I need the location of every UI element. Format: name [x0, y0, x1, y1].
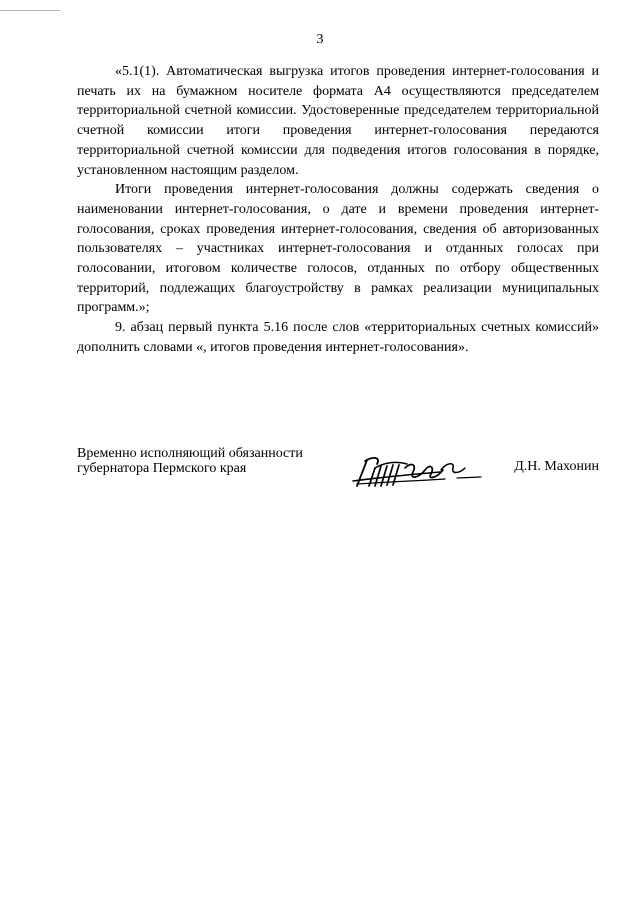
signer-title-line-1: Временно исполняющий обязанности — [77, 446, 303, 461]
document-body — [77, 62, 599, 358]
signer-name: Д.Н. Махонин — [514, 459, 599, 474]
paragraph-item-9: 9. абзац первый пункта 5.16 после слов «территориальных счетных комиссий» дополнить словами «, итогов проведения интернет-голосования». — [77, 320, 599, 355]
paragraph-5-1-1: «5.1(1). Автоматическая выгрузка итогов проведения интернет-голосования и печать их на бумажном носителе формата А4 осуществляются председателем территориальной счетной комиссии. Удостоверенные председателем территориальной счетной комиссии итоги проведения интернет-голосования передаются территориальной счетной комиссии для подведения итогов голосования в порядке, установленном настоящим разделом. — [77, 64, 599, 178]
scan-corner-mark — [0, 10, 60, 11]
handwritten-signature-icon — [345, 448, 485, 494]
signer-title-line-2: губернатора Пермского края — [77, 461, 247, 476]
page-number: 3 — [316, 32, 324, 47]
paragraph-results-content: Итоги проведения интернет-голосования должны содержать сведения о наименовании интернет-голосования, о дате и времени проведения интернет-голосования, сроках проведения интернет-голосования, сведения об авторизованных пользователях – участниках интернет-голосования и отданных голосах при голосовании, итоговом количестве голосов, отданных по отбору общественных территорий, подлежащих благоустройству в рамках реализации муниципальных программ.»; — [77, 182, 599, 316]
signature-block — [77, 446, 599, 496]
signer-title — [77, 446, 337, 476]
